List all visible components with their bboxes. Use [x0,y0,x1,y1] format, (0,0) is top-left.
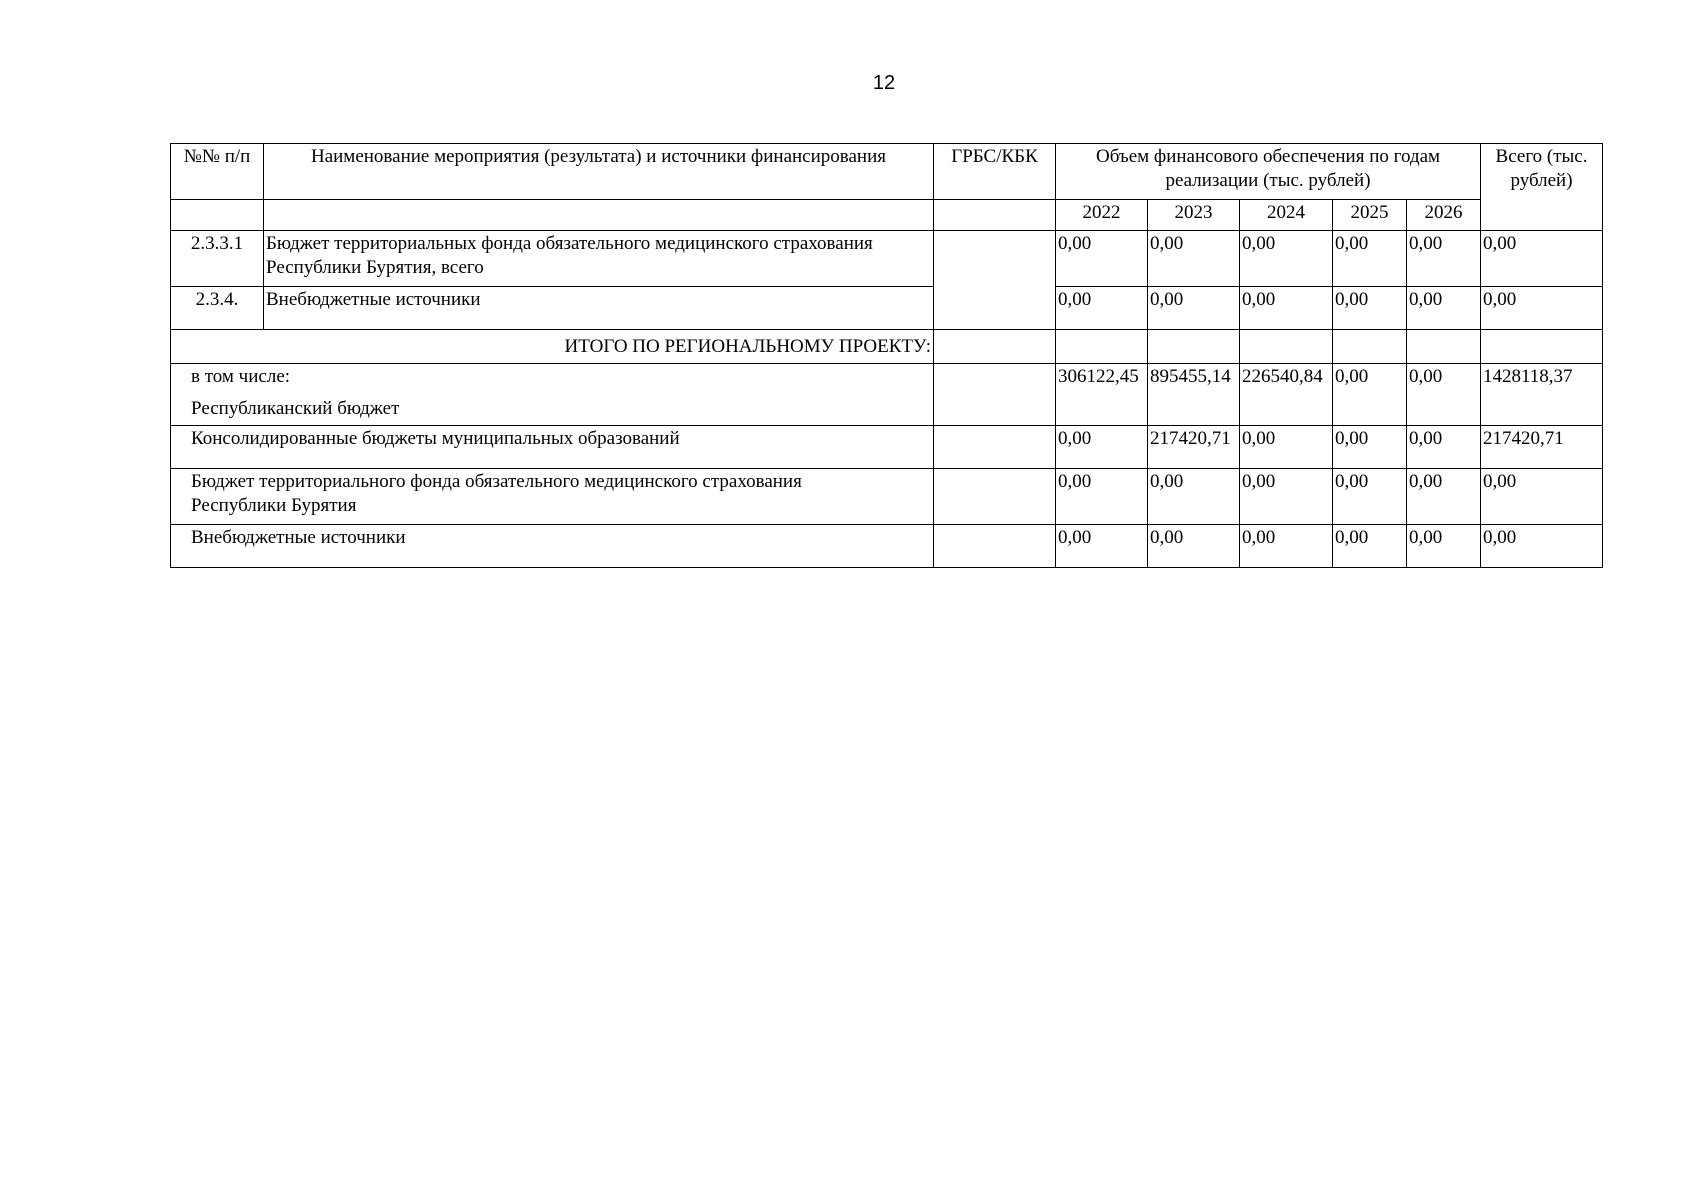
summary-value-2026: 0,00 [1407,469,1481,525]
summary-total: 0,00 [1481,525,1603,568]
row-grbs [934,231,1056,330]
header-grbs: ГРБС/КБК [934,144,1056,200]
summary-value-2022: 0,00 [1056,469,1148,525]
header-name-blank [264,200,934,231]
table-row [171,287,1603,330]
summary-name [171,364,934,426]
project-total-label: ИТОГО ПО РЕГИОНАЛЬНОМУ ПРОЕКТУ: [171,330,934,364]
row-value-2025: 0,00 [1333,287,1407,330]
summary-value-2026: 0,00 [1407,364,1481,426]
summary-value-2025: 0,00 [1333,364,1407,426]
project-total-row [171,330,1603,364]
header-year-2026: 2026 [1407,200,1481,231]
header-years-row [171,200,1603,231]
header-row [171,144,1603,200]
header-year-2024: 2024 [1240,200,1333,231]
summary-value-2023: 0,00 [1148,525,1240,568]
summary-value-2022: 0,00 [1056,525,1148,568]
summary-total: 0,00 [1481,469,1603,525]
summary-grbs [934,525,1056,568]
summary-value-2026: 0,00 [1407,525,1481,568]
header-year-2023: 2023 [1148,200,1240,231]
summary-value-2026: 0,00 [1407,426,1481,469]
summary-item-name: Бюджет территориального фонда обязательного медицинского страхования Республики Бурятия [171,469,934,525]
row-total: 0,00 [1481,287,1603,330]
summary-row [171,364,1603,426]
summary-row [171,426,1603,469]
summary-total: 217420,71 [1481,426,1603,469]
summary-value-2022: 306122,45 [1056,364,1148,426]
summary-value-2022: 0,00 [1056,426,1148,469]
summary-total: 1428118,37 [1481,364,1603,426]
project-total-2023 [1148,330,1240,364]
summary-item-name: Республиканский бюджет [191,398,400,419]
row-value-2022: 0,00 [1056,231,1148,287]
row-name: Внебюджетные источники [264,287,934,330]
row-value-2022: 0,00 [1056,287,1148,330]
row-value-2024: 0,00 [1240,231,1333,287]
project-total-sum [1481,330,1603,364]
project-total-2025 [1333,330,1407,364]
summary-grbs [934,426,1056,469]
header-year-2022: 2022 [1056,200,1148,231]
header-name: Наименование мероприятия (результата) и источники финансирования [264,144,934,200]
project-total-2026 [1407,330,1481,364]
including-label: в том числе: [191,366,291,387]
summary-item-name: Внебюджетные источники [171,525,934,568]
summary-value-2025: 0,00 [1333,426,1407,469]
project-total-2022 [1056,330,1148,364]
row-value-2023: 0,00 [1148,287,1240,330]
summary-grbs [934,469,1056,525]
row-value-2025: 0,00 [1333,231,1407,287]
summary-value-2024: 0,00 [1240,426,1333,469]
row-num: 2.3.3.1 [171,231,264,287]
summary-value-2023: 0,00 [1148,469,1240,525]
row-value-2026: 0,00 [1407,287,1481,330]
row-num: 2.3.4. [171,287,264,330]
summary-grbs [934,364,1056,426]
summary-value-2024: 226540,84 [1240,364,1333,426]
summary-value-2025: 0,00 [1333,525,1407,568]
row-total: 0,00 [1481,231,1603,287]
summary-value-2025: 0,00 [1333,469,1407,525]
summary-item-name: Консолидированные бюджеты муниципальных образований [171,426,934,469]
header-total: Всего (тыс. рублей) [1481,144,1603,231]
row-value-2026: 0,00 [1407,231,1481,287]
header-grbs-blank [934,200,1056,231]
header-year-2025: 2025 [1333,200,1407,231]
page-number: 12 [872,72,896,94]
header-volume: Объем финансового обеспечения по годам реализации (тыс. рублей) [1056,144,1481,200]
summary-value-2024: 0,00 [1240,469,1333,525]
row-value-2023: 0,00 [1148,231,1240,287]
header-num: №№ п/п [171,144,264,200]
summary-value-2024: 0,00 [1240,525,1333,568]
summary-value-2023: 895455,14 [1148,364,1240,426]
project-total-2024 [1240,330,1333,364]
row-value-2024: 0,00 [1240,287,1333,330]
header-num-blank [171,200,264,231]
summary-value-2023: 217420,71 [1148,426,1240,469]
summary-row [171,469,1603,525]
summary-row [171,525,1603,568]
table-row [171,231,1603,287]
financing-table [170,143,1603,568]
row-name: Бюджет территориальных фонда обязательного медицинского страхования Республики Бурятия, всего [264,231,934,287]
project-total-grbs [934,330,1056,364]
